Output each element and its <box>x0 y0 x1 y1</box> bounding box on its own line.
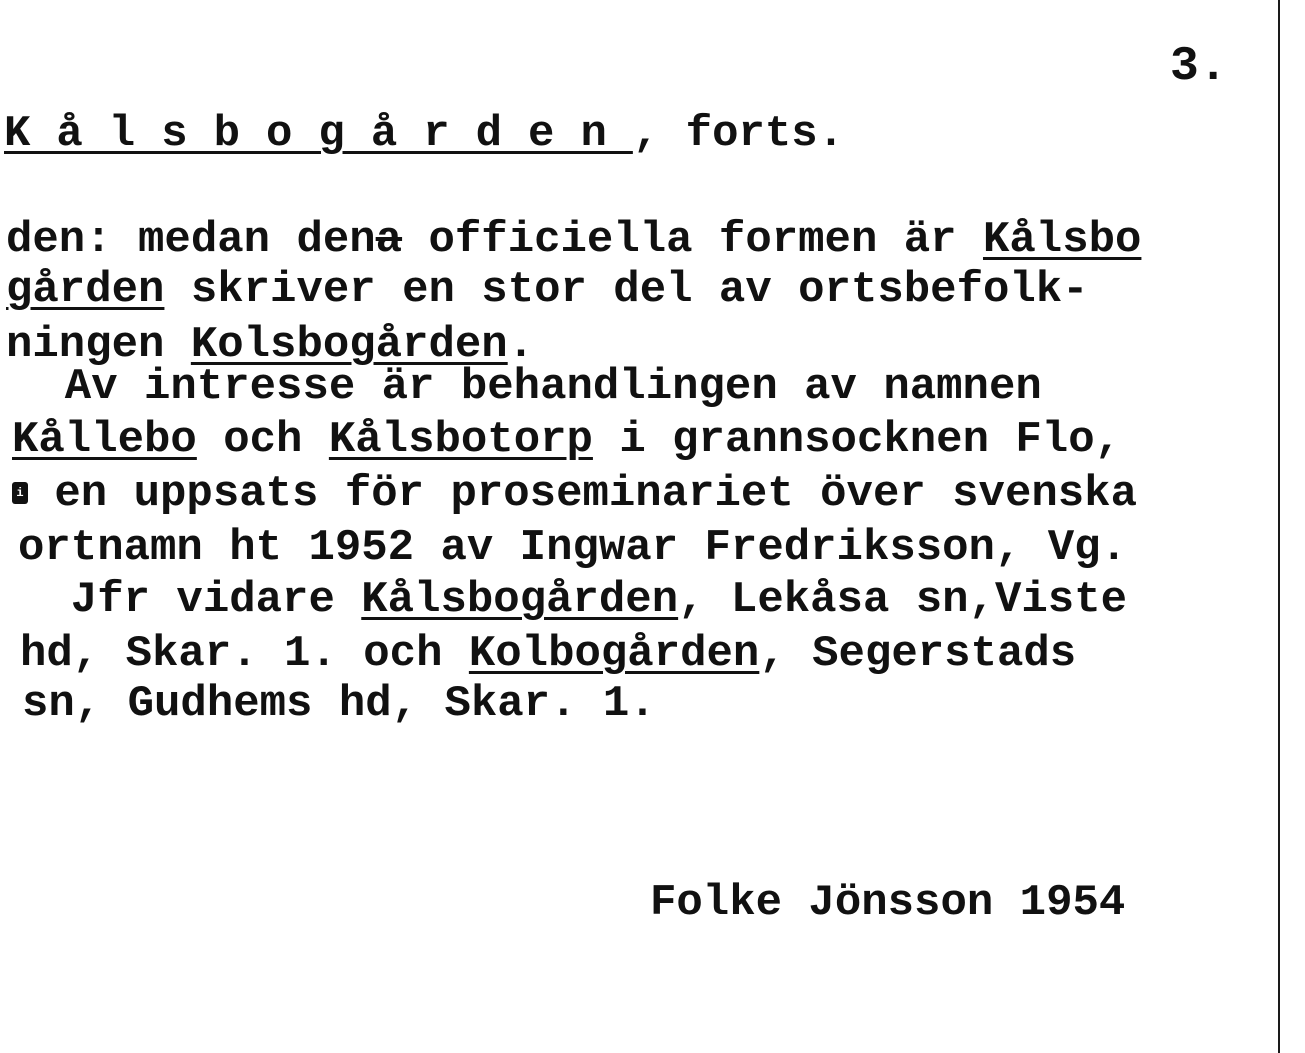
line-8-text-end: , Lekåsa sn,Viste <box>678 575 1127 625</box>
text-line-1 <box>6 215 1142 265</box>
line-1-text-mid: officiella formen är <box>402 215 983 265</box>
line-5-underlined-name-1: Kållebo <box>12 415 197 465</box>
page-number: 3. <box>1170 40 1228 94</box>
text-line-3 <box>6 320 535 370</box>
line-5-text: i grannsocknen Flo, <box>592 415 1122 465</box>
text-line-2 <box>6 265 1089 315</box>
line-1-underlined-name: Kålsbo <box>982 215 1142 265</box>
line-6-text: en uppsats för proseminariet över svenska <box>28 469 1137 519</box>
line-9-underlined-name: Kolbogården <box>468 629 760 679</box>
text-line-5 <box>12 415 1122 465</box>
line-5-underlined-name-2: Kålsbotorp <box>328 415 593 465</box>
line-3-underlined-name: Kolsbogården <box>190 320 508 370</box>
line-2-underlined-name: gården <box>6 265 165 315</box>
line-8-text: Jfr vidare <box>18 575 362 625</box>
text-line-7: ortnamn ht 1952 av Ingwar Fredriksson, Vg. <box>18 523 1127 573</box>
heading <box>4 109 845 159</box>
card-edge-line <box>1278 0 1280 1053</box>
line-3-text-end: . <box>507 320 535 370</box>
text-line-6 <box>12 469 1137 519</box>
heading-name: Kålsbogården <box>4 109 633 159</box>
line-1-text: den: medan den <box>6 215 376 265</box>
line-9-text-end: , Segerstads <box>759 629 1077 679</box>
line-3-text: ningen <box>6 320 191 370</box>
line-5-text-mid: och <box>196 415 329 465</box>
line-9-text: hd, Skar. 1. och <box>20 629 469 679</box>
signature: Folke Jönsson 1954 <box>650 878 1126 928</box>
text-line-10: sn, Gudhems hd, Skar. 1. <box>22 679 656 729</box>
line-8-underlined-name: Kålsbogården <box>361 575 679 625</box>
text-line-8 <box>18 575 1127 625</box>
ink-blot-mark: i <box>12 482 28 504</box>
line-2-text: skriver en stor del av ortsbefolk- <box>164 265 1089 315</box>
heading-suffix: , forts. <box>632 109 845 159</box>
line-1-strikeout: a <box>375 215 403 265</box>
text-line-4: Av intresse är behandlingen av namnen <box>12 362 1042 412</box>
text-line-9 <box>20 629 1077 679</box>
